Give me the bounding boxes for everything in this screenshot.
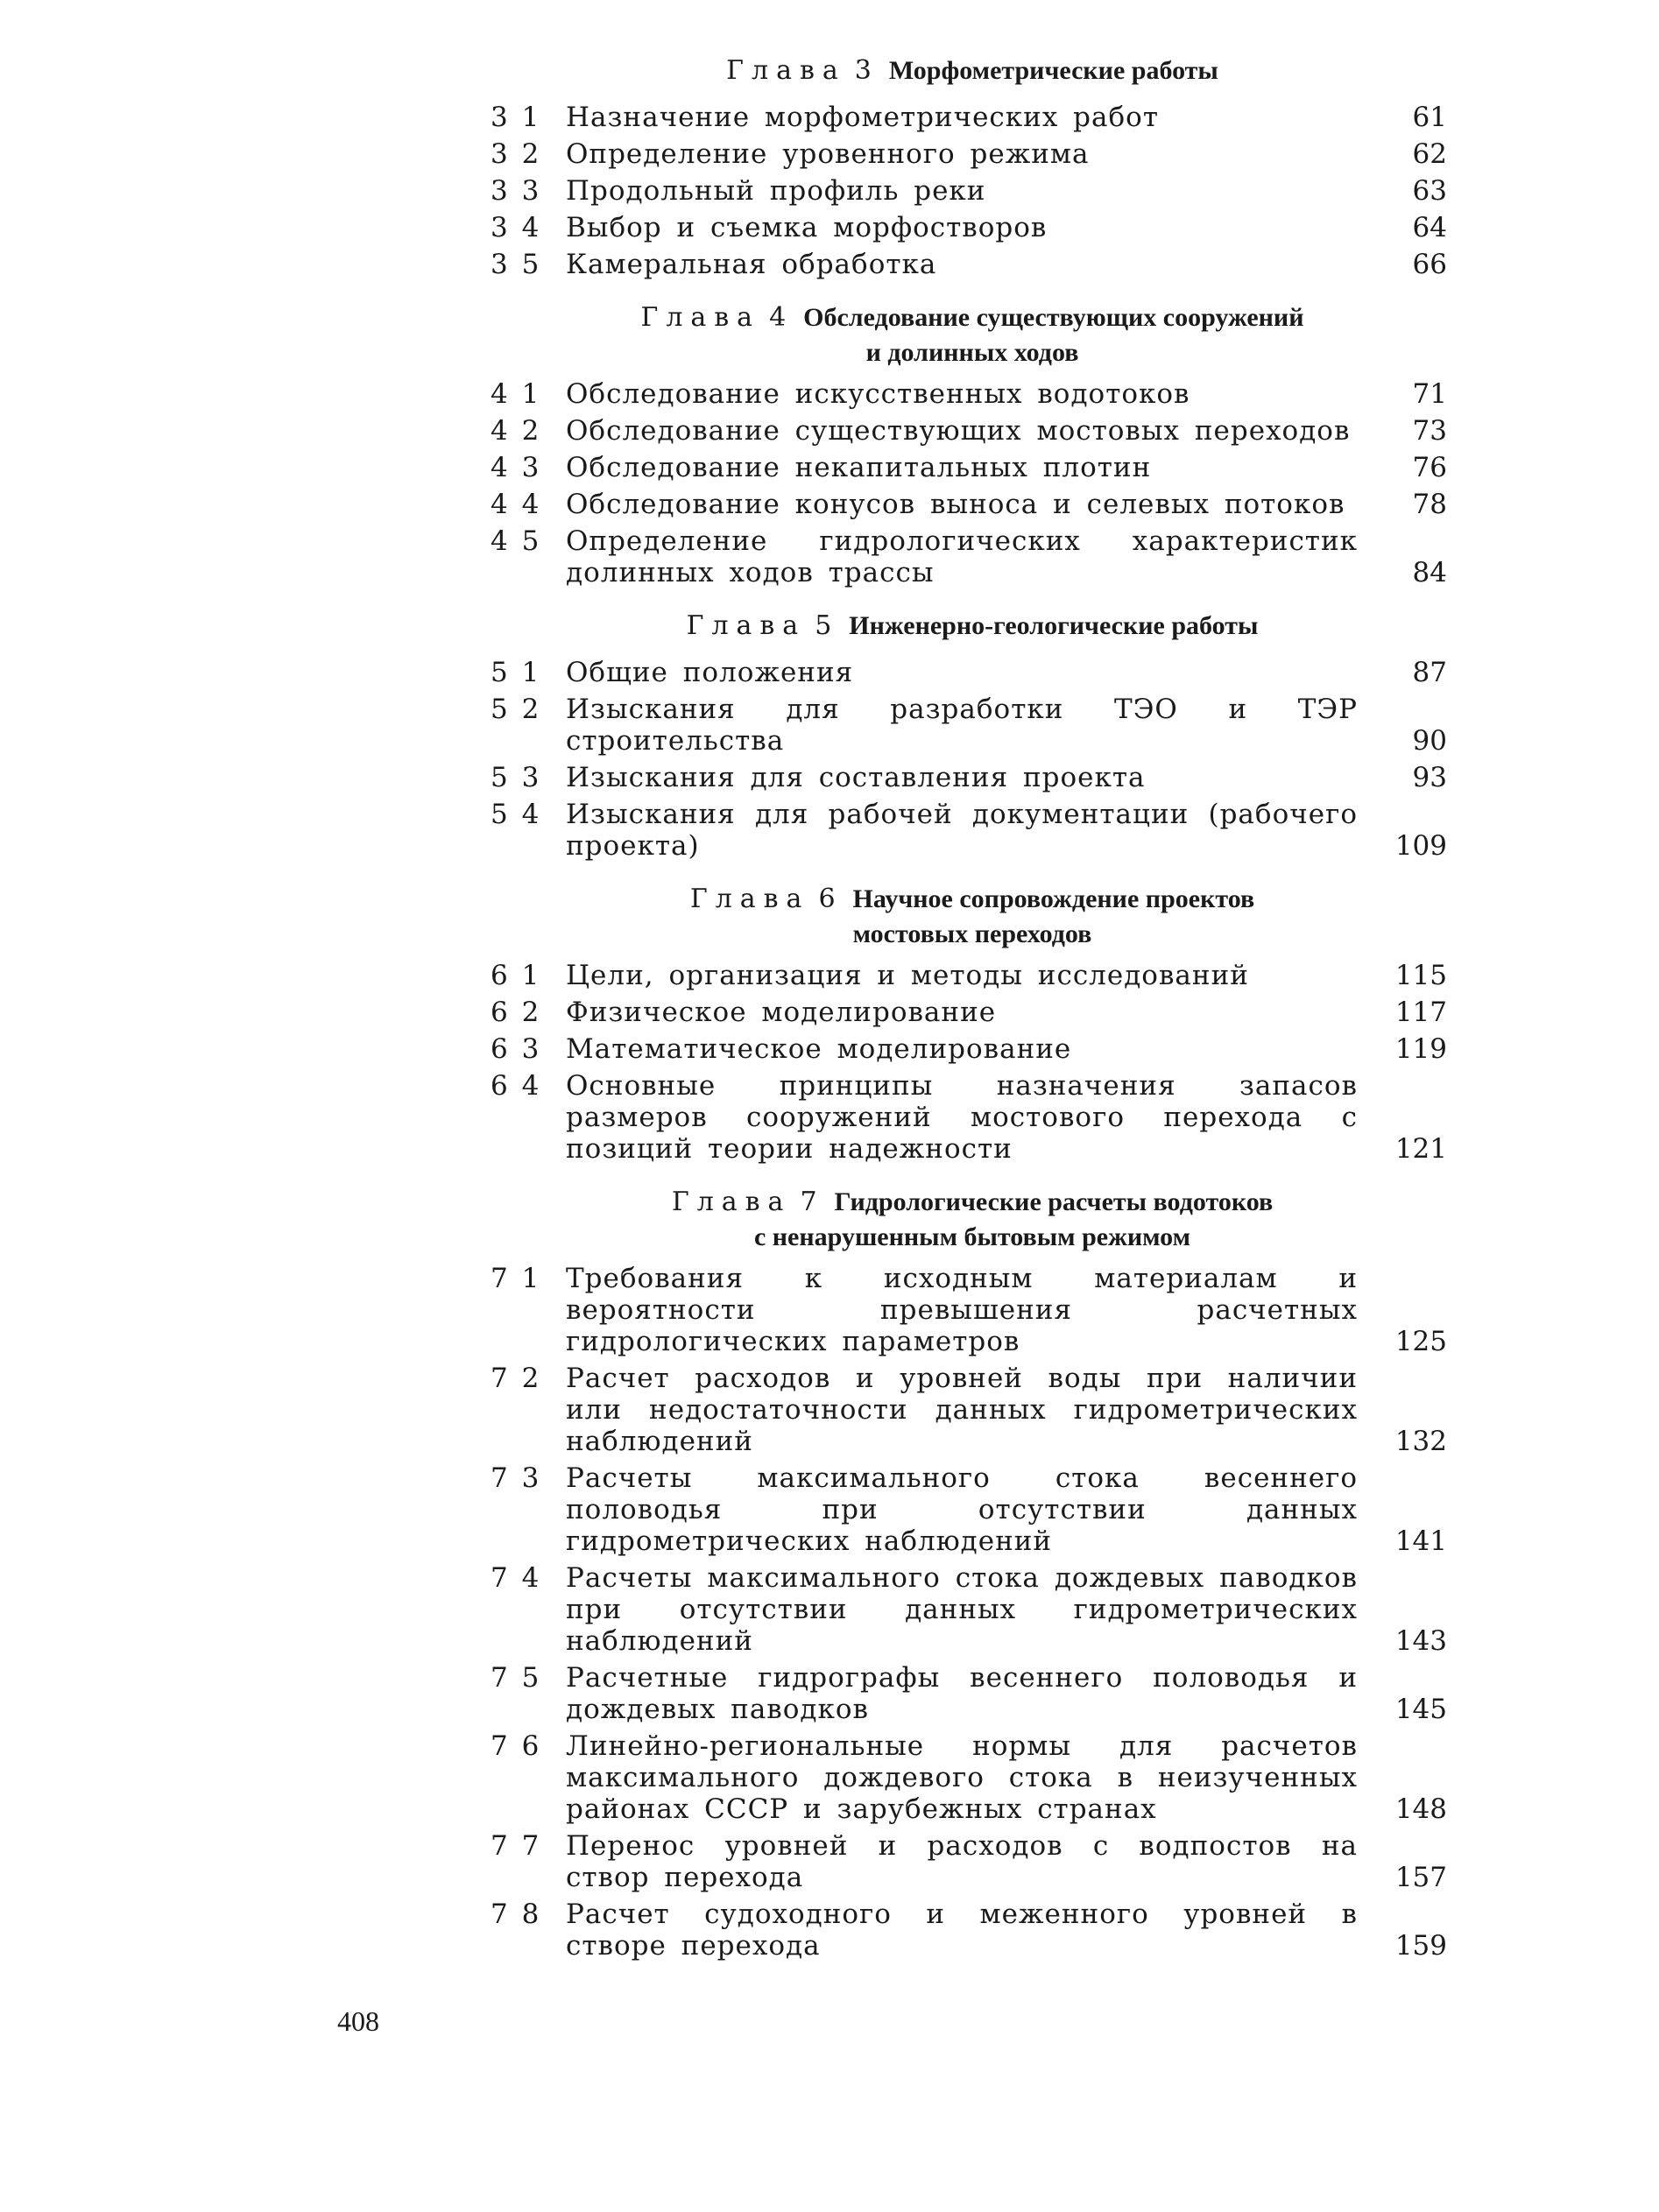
toc-entry xyxy=(491,1462,1454,1557)
section-title: Расчет судоходного и меженного уровней в створе перехода xyxy=(566,1899,1358,1962)
chapter-title-continued: мостовых переходов xyxy=(852,919,1092,948)
section-page-number: 143 xyxy=(1394,1625,1447,1657)
chapter-title-line xyxy=(491,609,1454,646)
section-number: 7 4 xyxy=(491,1562,542,1594)
chapter-title-line xyxy=(491,1186,1454,1222)
chapter-number: 6 xyxy=(818,884,836,914)
section-page-number: 73 xyxy=(1412,415,1447,447)
section-title: Выбор и съемка морфостворов xyxy=(566,212,1048,243)
section-number: 3 2 xyxy=(491,138,542,170)
section-number: 7 5 xyxy=(491,1662,542,1694)
chapter-title: Гидрологические расчеты водотоков xyxy=(834,1187,1274,1216)
section-page-number: 109 xyxy=(1394,830,1447,862)
chapter-number: 5 xyxy=(815,610,832,641)
toc-entry xyxy=(491,1033,1454,1065)
section-title: Математическое моделирование xyxy=(566,1033,1072,1065)
section-page-number: 84 xyxy=(1412,557,1447,588)
section-title: Требования к исходным материалам и вероятности превышения расчетных гидрологических параметров xyxy=(566,1263,1358,1357)
section-title: Продольный профиль реки xyxy=(566,175,986,207)
chapter-title-continued: с ненарушенным бытовым режимом xyxy=(753,1222,1191,1251)
section-number: 4 1 xyxy=(491,378,542,410)
section-title: Перенос уровней и расходов с водпостов на створ перехода xyxy=(566,1830,1358,1893)
section-page-number: 78 xyxy=(1412,489,1447,520)
toc-entry xyxy=(491,960,1454,991)
toc-entry xyxy=(491,997,1454,1028)
section-number: 4 3 xyxy=(491,452,542,483)
chapter-number: 7 xyxy=(800,1187,817,1217)
section-title: Назначение морфометрических работ xyxy=(566,102,1159,133)
toc-entry xyxy=(491,175,1454,207)
section-number: 6 2 xyxy=(491,997,542,1028)
section-page-number: 157 xyxy=(1394,1862,1447,1893)
section-number: 5 1 xyxy=(491,657,542,688)
chapter-number: 3 xyxy=(854,55,872,86)
section-number: 3 3 xyxy=(491,175,542,207)
chapter-title: Инженерно-геологические работы xyxy=(849,611,1259,640)
section-page-number: 64 xyxy=(1412,212,1447,243)
section-title: Определение уровенного режима xyxy=(566,138,1090,170)
section-page-number: 141 xyxy=(1394,1525,1447,1557)
section-number: 7 7 xyxy=(491,1830,542,1862)
toc-entry xyxy=(491,1730,1454,1825)
toc-entry xyxy=(491,1363,1454,1457)
section-title: Камеральная обработка xyxy=(566,249,937,280)
section-title: Изыскания для рабочей документации (рабочего проекта) xyxy=(566,799,1358,862)
toc-entry xyxy=(491,657,1454,688)
toc-entry xyxy=(491,102,1454,133)
chapter-title-line xyxy=(491,54,1454,91)
section-page-number: 63 xyxy=(1412,175,1447,207)
section-number: 5 4 xyxy=(491,799,542,830)
toc-entry xyxy=(491,762,1454,793)
chapter-title: Обследование существующих сооружений xyxy=(803,303,1304,332)
section-number: 7 2 xyxy=(491,1363,542,1394)
section-page-number: 115 xyxy=(1394,960,1447,991)
section-number: 6 3 xyxy=(491,1033,542,1065)
chapter-label: Глава xyxy=(726,55,846,86)
chapter-heading xyxy=(491,609,1454,646)
section-page-number: 90 xyxy=(1412,725,1447,757)
chapter-label: Глава xyxy=(640,302,761,333)
section-title: Цели, организация и методы исследований xyxy=(566,960,1249,991)
section-title: Изыскания для составления проекта xyxy=(566,762,1146,793)
section-title: Общие положения xyxy=(566,657,854,688)
toc-entry xyxy=(491,452,1454,483)
toc-entry xyxy=(491,1263,1454,1357)
section-page-number: 148 xyxy=(1394,1793,1447,1825)
section-page-number: 119 xyxy=(1394,1033,1447,1065)
section-number: 7 3 xyxy=(491,1462,542,1494)
page-number: 408 xyxy=(337,2005,379,2037)
section-page-number: 87 xyxy=(1412,657,1447,688)
section-title: Обследование некапитальных плотин xyxy=(566,452,1152,483)
toc-entry xyxy=(491,415,1454,447)
section-title: Определение гидрологических характеристик долинных ходов трассы xyxy=(566,525,1358,588)
section-page-number: 61 xyxy=(1412,102,1447,133)
toc-entry xyxy=(491,378,1454,410)
section-title: Расчет расходов и уровней воды при наличии или недостаточности данных гидрометрических наблюдений xyxy=(566,1363,1358,1457)
section-number: 3 1 xyxy=(491,102,542,133)
section-number: 3 4 xyxy=(491,212,542,243)
toc-entry xyxy=(491,1830,1454,1893)
toc-entry xyxy=(491,525,1454,588)
toc-entry xyxy=(491,799,1454,862)
toc-entry xyxy=(491,694,1454,757)
section-page-number: 76 xyxy=(1412,452,1447,483)
chapter-label: Глава xyxy=(686,610,807,641)
section-number: 6 1 xyxy=(491,960,542,991)
chapter-heading xyxy=(491,301,1454,368)
section-page-number: 132 xyxy=(1394,1426,1447,1457)
section-number: 4 4 xyxy=(491,489,542,520)
section-page-number: 93 xyxy=(1412,762,1447,793)
section-number: 4 5 xyxy=(491,525,542,557)
section-title: Обследование искусственных водотоков xyxy=(566,378,1190,410)
section-title: Расчетные гидрографы весеннего половодья и дождевых паводков xyxy=(566,1662,1358,1725)
toc-entry xyxy=(491,1662,1454,1725)
chapter-heading xyxy=(491,1186,1454,1252)
section-page-number: 66 xyxy=(1412,249,1447,280)
chapter-heading xyxy=(491,883,1454,949)
section-title: Расчеты максимального стока дождевых паводков при отсутствии данных гидрометрических наблюдений xyxy=(566,1562,1358,1657)
section-page-number: 121 xyxy=(1394,1133,1447,1165)
section-number: 3 5 xyxy=(491,249,542,280)
section-title: Обследование конусов выноса и селевых потоков xyxy=(566,489,1345,520)
section-number: 6 4 xyxy=(491,1070,542,1102)
section-number: 5 3 xyxy=(491,762,542,793)
chapter-label: Глава xyxy=(689,884,810,914)
section-title: Расчеты максимального стока весеннего половодья при отсутствии данных гидрометрических наблюдений xyxy=(566,1462,1358,1557)
chapter-label: Глава xyxy=(671,1187,792,1217)
section-page-number: 159 xyxy=(1394,1930,1447,1962)
toc-entry xyxy=(491,138,1454,170)
toc-entry xyxy=(491,489,1454,520)
toc-entry xyxy=(491,1562,1454,1657)
section-number: 4 2 xyxy=(491,415,542,447)
section-title: Физическое моделирование xyxy=(566,997,997,1028)
section-page-number: 125 xyxy=(1394,1326,1447,1357)
toc-entry xyxy=(491,249,1454,280)
chapter-title: Научное сопровождение проектов xyxy=(852,884,1255,913)
section-number: 7 6 xyxy=(491,1730,542,1762)
section-title: Изыскания для разработки ТЭО и ТЭР строительства xyxy=(566,694,1358,757)
section-title: Обследование существующих мостовых переходов xyxy=(566,415,1351,447)
section-title: Линейно-региональные нормы для расчетов максимального дождевого стока в неизученных районах СССР и зарубежных странах xyxy=(566,1730,1358,1825)
section-page-number: 62 xyxy=(1412,138,1447,170)
section-number: 7 8 xyxy=(491,1899,542,1930)
toc-entry xyxy=(491,212,1454,243)
section-page-number: 145 xyxy=(1394,1694,1447,1725)
table-of-contents xyxy=(491,54,1454,1967)
section-number: 5 2 xyxy=(491,694,542,725)
chapter-title-line xyxy=(491,301,1454,338)
toc-entry xyxy=(491,1070,1454,1165)
chapter-number: 4 xyxy=(769,302,787,333)
chapter-heading xyxy=(491,54,1454,91)
chapter-title-line xyxy=(491,883,1454,919)
section-page-number: 71 xyxy=(1412,378,1447,410)
section-page-number: 117 xyxy=(1394,997,1447,1028)
chapter-title: Морфометрические работы xyxy=(888,56,1218,85)
chapter-title-continued: и долинных ходов xyxy=(865,338,1079,367)
section-number: 7 1 xyxy=(491,1263,542,1294)
section-title: Основные принципы назначения запасов размеров сооружений мостового перехода с позиций теории надежности xyxy=(566,1070,1358,1165)
toc-entry xyxy=(491,1899,1454,1962)
